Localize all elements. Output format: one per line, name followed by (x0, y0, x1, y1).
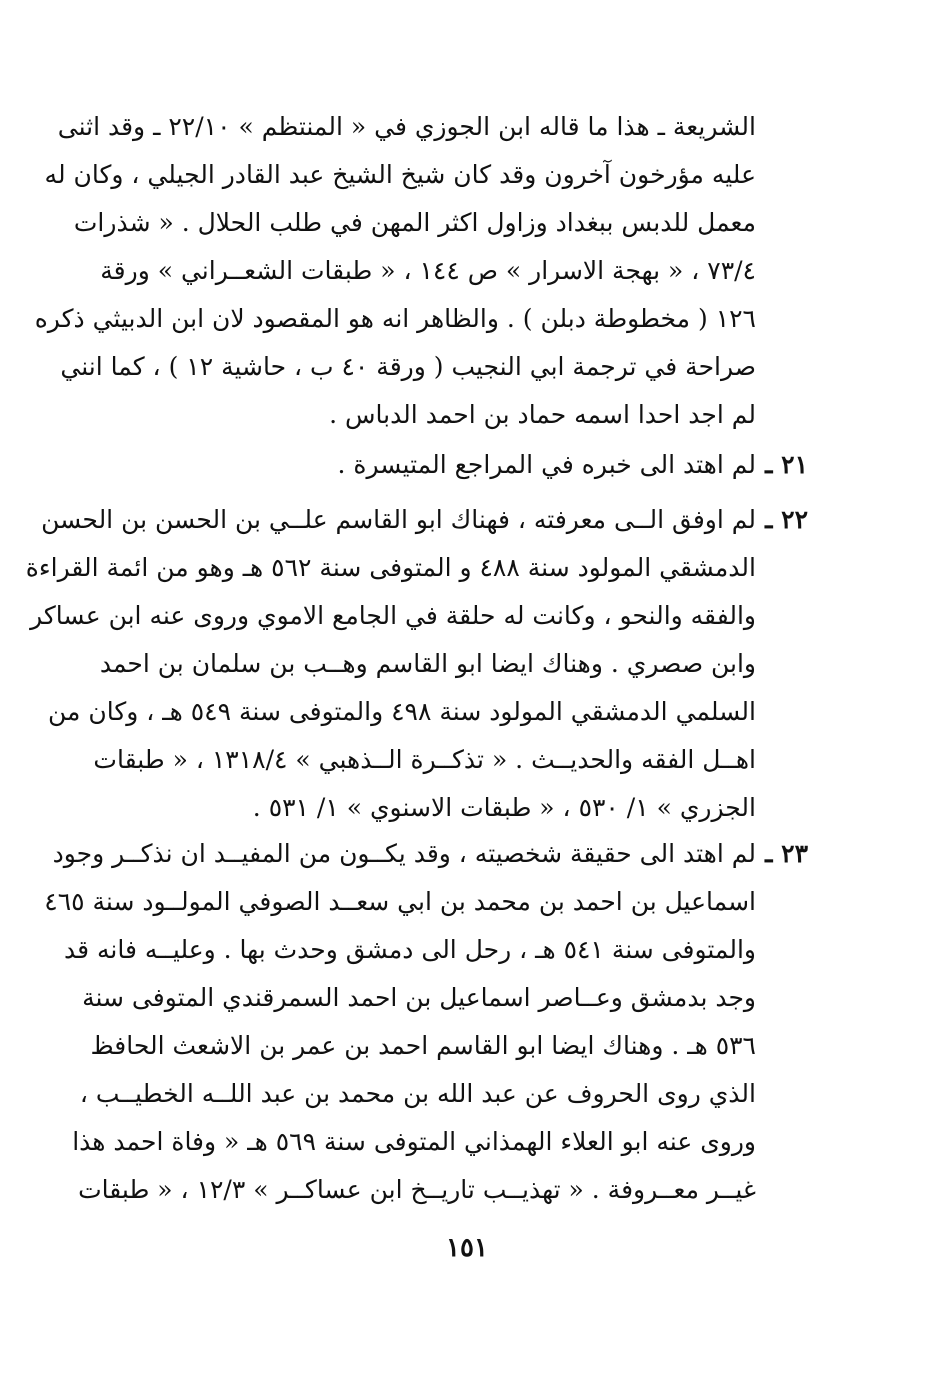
intro-line-6: صراحة في ترجمة ابي النجيب ( ورقة ٤٠ ب ، حاشية ١٢ ) ، كما انني (60, 352, 756, 381)
note-number: ٢١ ـ (765, 450, 808, 479)
note-23-line-6: الذي روى الحروف عن عبد الله بن محمد بن عبد اللــه الخطيــب ، (79, 1079, 756, 1108)
note-23-line-1: لم اهتد الى حقيقة شخصيته ، وقد يكــون من المفيــد ان نذكــر وجود (52, 839, 756, 868)
note-21-line-1: لم اهتد الى خبره في المراجع المتيسرة . (337, 450, 756, 479)
intro-line-7: لم اجد احدا اسمه حماد بن احمد الدباس . (329, 400, 756, 429)
intro-line-3: معمل للدبس ببغداد وزاول اكثر المهن في طلب الحلال . « شذرات (73, 208, 756, 237)
note-23-line-4: وجد بدمشق وعــاصر اسماعيل بن احمد السمرقندي المتوفى سنة (82, 983, 756, 1012)
note-23-line-3: والمتوفى سنة ٥٤١ هـ ، رحل الى دمشق وحدث بها . وعليــه فانه قد (63, 935, 756, 964)
note-23-line-7: وروى عنه ابو العلاء الهمذاني المتوفى سنة ٥٦٩ هـ « وفاة احمد هذا (72, 1127, 756, 1156)
note-23-line-5: ٥٣٦ هـ . وهناك ايضا ابو القاسم احمد بن عمر بن الاشعث الحافظ (90, 1031, 756, 1060)
page-number: ١٥١ (446, 1233, 488, 1263)
intro-line-5: ١٢٦ ( مخطوطة دبلن ) . والظاهر انه هو المقصود لان ابن الدبيثي ذكره (34, 304, 756, 333)
note-number: ٢٣ ـ (765, 839, 808, 868)
note-22-line-1: لم اوفق الــى معرفته ، فهناك ابو القاسم علــي بن الحسن بن الحسن (41, 505, 756, 534)
note-22-line-4: وابن صصري . وهناك ايضا ابو القاسم وهــب بن سلمان بن احمد (99, 649, 756, 678)
note-number: ٢٢ ـ (765, 505, 808, 534)
intro-line-1: الشريعة ـ هذا ما قاله ابن الجوزي في « المنتظم » ٢٢/١٠ ـ وقد اثنى (57, 112, 756, 141)
intro-line-4: ٧٣/٤ ، « بهجة الاسرار » ص ١٤٤ ، « طبقات الشعــراني » ورقة (100, 256, 756, 285)
note-22-line-5: السلمي الدمشقي المولود سنة ٤٩٨ والمتوفى سنة ٥٤٩ هـ ، وكان من (48, 697, 756, 726)
note-22-line-2: الدمشقي المولود سنة ٤٨٨ و المتوفى سنة ٥٦٢ هـ وهو من ائمة القراءة (25, 553, 756, 582)
note-22-line-7: الجزري » ١/ ٥٣٠ ، « طبقات الاسنوي » ١/ ٥٣١ . (252, 793, 756, 822)
note-22-line-6: اهــل الفقه والحديــث . « تذكــرة الــذهبي » ١٣١٨/٤ ، « طبقات (93, 745, 756, 774)
note-23-line-8: غيــر معــروفة . « تهذيــب تاريــخ ابن عساكــر » ١٢/٣ ، « طبقات (78, 1175, 756, 1204)
intro-line-2: عليه مؤرخون آخرون وقد كان شيخ الشيخ عبد القادر الجيلي ، وكان له (44, 160, 756, 189)
note-23-line-2: اسماعيل بن احمد بن محمد بن ابي سعــد الصوفي المولــود سنة ٤٦٥ (44, 887, 756, 916)
note-22-line-3: والفقه والنحو ، وكانت له حلقة في الجامع الاموي وروى عنه ابن عساكر (30, 601, 756, 630)
